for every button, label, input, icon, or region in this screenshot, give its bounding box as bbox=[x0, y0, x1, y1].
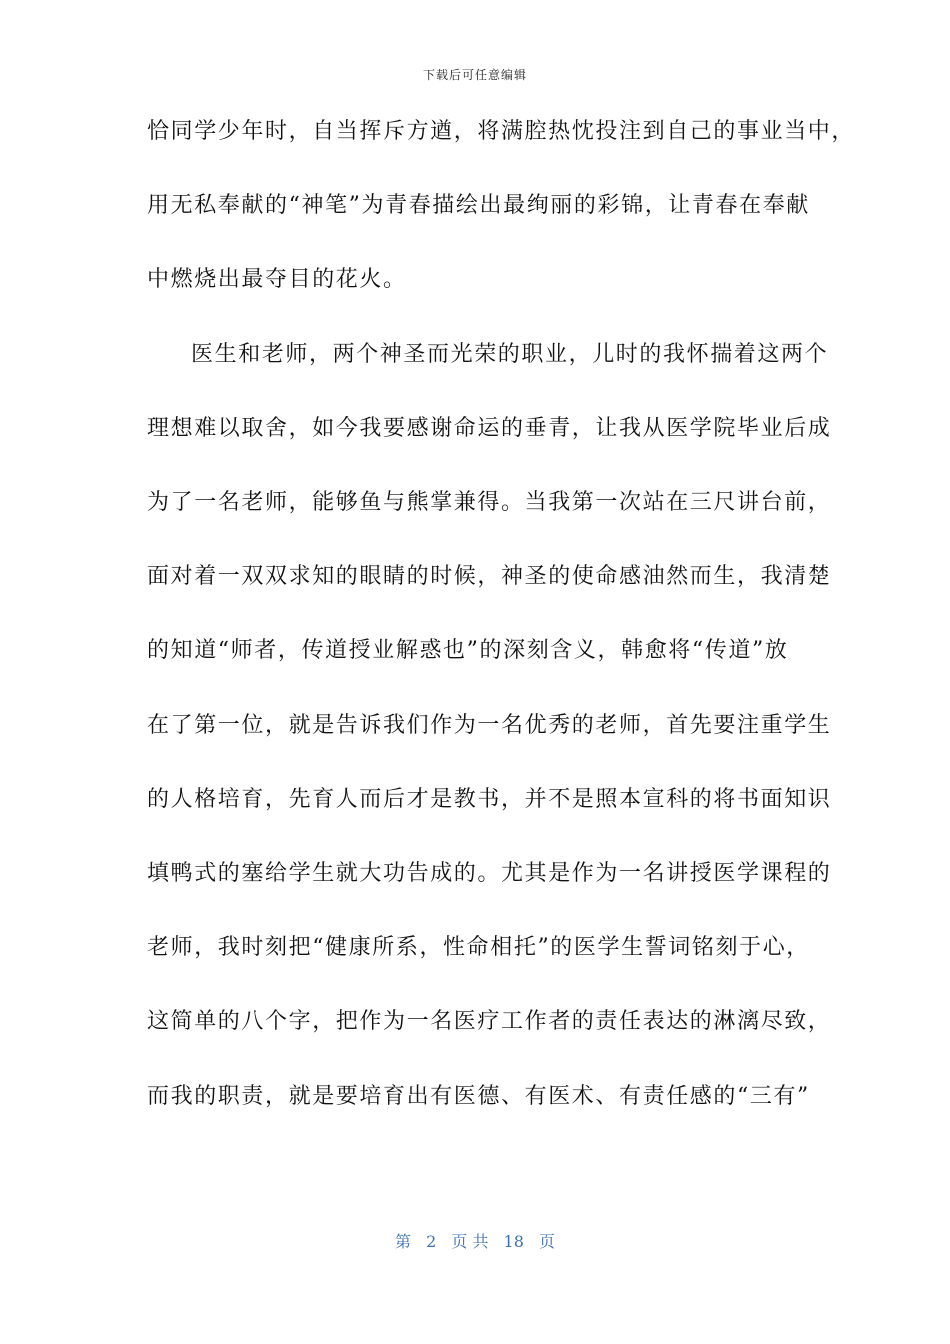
body-line-7: 面对着一双双求知的眼睛的时候，神圣的使命感油然而生，我清楚 bbox=[147, 564, 832, 589]
body-line-3: 中燃烧出最夺目的花火。 bbox=[147, 267, 407, 292]
page-footer bbox=[0, 1229, 950, 1252]
footer-suffix: 页 bbox=[539, 1232, 556, 1251]
body-line-11: 填鸭式的塞给学生就大功告成的。尤其是作为一名讲授医学课程的 bbox=[147, 861, 832, 886]
body-line-6: 为了一名老师，能够鱼与熊掌兼得。当我第一次站在三尺讲台前， bbox=[147, 490, 832, 515]
body-line-10: 的人格培育，先育人而后才是教书，并不是照本宣科的将书面知识 bbox=[147, 787, 832, 812]
footer-prefix: 第 bbox=[394, 1232, 411, 1251]
footer-page-number: 2 bbox=[426, 1232, 437, 1251]
body-line-13: 这简单的八个字，把作为一名医疗工作者的责任表达的淋漓尽致， bbox=[147, 1009, 832, 1034]
body-line-14: 而我的职责，就是要培育出有医德、有医术、有责任感的“三有” bbox=[147, 1084, 810, 1109]
body-line-2: 用无私奉献的“神笔”为青春描绘出最绚丽的彩锦，让青春在奉献 bbox=[147, 193, 810, 218]
body-line-4: 医生和老师，两个神圣而光荣的职业，儿时的我怀揣着这两个 bbox=[191, 342, 829, 367]
footer-middle: 页 共 bbox=[451, 1232, 489, 1251]
body-line-9: 在了第一位，就是告诉我们作为一名优秀的老师，首先要注重学生 bbox=[147, 713, 832, 738]
body-line-5: 理想难以取舍，如今我要感谢命运的垂青，让我从医学院毕业后成 bbox=[147, 416, 832, 441]
footer-total-pages: 18 bbox=[503, 1232, 524, 1251]
page-header: 下载后可任意编辑 bbox=[422, 68, 527, 82]
body-line-1: 恰同学少年时，自当挥斥方遒，将满腔热忱投注到自己的事业当中， bbox=[147, 119, 856, 144]
body-line-8: 的知道“师者，传道授业解惑也”的深刻含义，韩愈将“传道”放 bbox=[147, 638, 789, 663]
body-line-12: 老师，我时刻把“健康所系，性命相托”的医学生誓词铭刻于心， bbox=[147, 935, 810, 960]
